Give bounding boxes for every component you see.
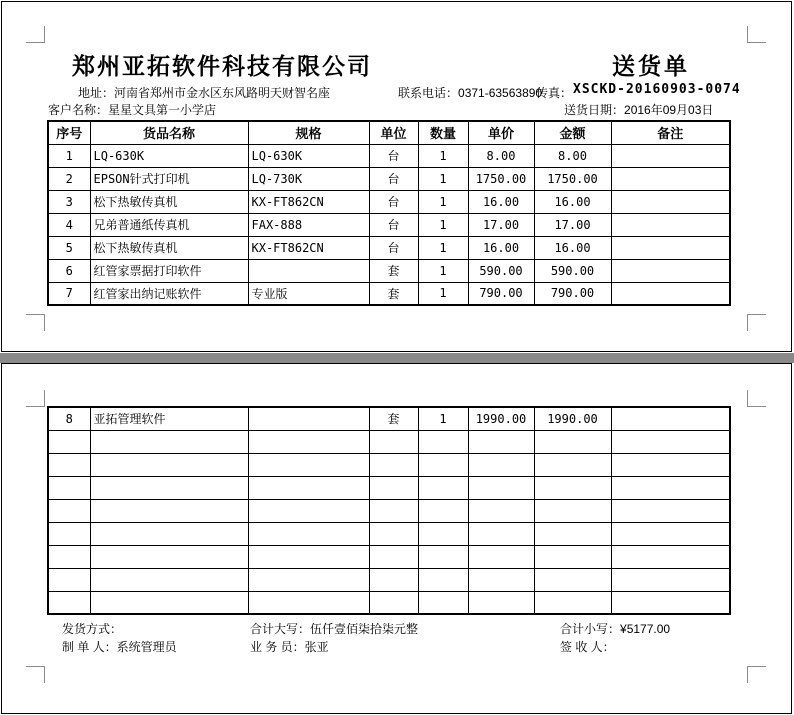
phone-line (398, 84, 542, 101)
item-cell: 亚拓管理软件 (90, 407, 248, 430)
total-in-words-label: 合计大写： (250, 622, 311, 636)
empty-cell (534, 453, 611, 476)
item-cell: 16.00 (534, 236, 611, 259)
empty-cell (534, 568, 611, 591)
empty-cell (611, 476, 730, 499)
receiver-label: 签 收 人： (560, 640, 615, 654)
col-header-index: 序号 (48, 121, 90, 144)
address-label: 地址： (78, 86, 115, 100)
col-header-product: 货品名称 (90, 121, 248, 144)
empty-cell (468, 522, 534, 545)
total-in-words-value: 伍仟壹佰柒拾柒元整 (310, 622, 419, 636)
empty-cell (90, 476, 248, 499)
item-cell: 8.00 (534, 144, 611, 167)
empty-cell (248, 499, 369, 522)
item-cell: 红管家票据打印软件 (90, 259, 248, 282)
item-cell: 6 (48, 259, 90, 282)
item-cell: LQ-630K (90, 144, 248, 167)
item-cell: 16.00 (534, 190, 611, 213)
page-divider (0, 353, 794, 363)
item-cell: 套 (369, 259, 418, 282)
col-header-unit: 单位 (369, 121, 418, 144)
empty-cell (534, 591, 611, 614)
empty-cell (369, 568, 418, 591)
item-cell: 红管家出纳记账软件 (90, 282, 248, 305)
item-cell: 590.00 (468, 259, 534, 282)
item-row (48, 213, 730, 236)
item-cell (611, 213, 730, 236)
empty-cell (468, 591, 534, 614)
item-cell: 590.00 (534, 259, 611, 282)
crop-mark-top-right (747, 390, 766, 407)
total-in-figures-value: ¥5177.00 (620, 622, 671, 636)
item-cell: 1750.00 (468, 167, 534, 190)
empty-cell (418, 522, 468, 545)
item-row (48, 144, 730, 167)
empty-row (48, 545, 730, 568)
item-cell (611, 144, 730, 167)
item-cell: 1 (418, 144, 468, 167)
item-cell: 兄弟普通纸传真机 (90, 213, 248, 236)
item-cell: 台 (369, 167, 418, 190)
item-cell: 1 (418, 259, 468, 282)
item-cell (611, 236, 730, 259)
empty-cell (418, 545, 468, 568)
item-cell: 套 (369, 407, 418, 430)
order-number: XSCKD-20160903-0074 (573, 82, 741, 97)
empty-row (48, 522, 730, 545)
empty-cell (369, 430, 418, 453)
item-cell (611, 259, 730, 282)
item-cell: 台 (369, 213, 418, 236)
crop-mark-bottom-left (26, 666, 45, 683)
page-2 (1, 363, 792, 714)
item-cell: KX-FT862CN (248, 236, 369, 259)
empty-cell (48, 522, 90, 545)
salesman-line (250, 638, 329, 655)
preparer-value: 系统管理员 (116, 640, 177, 654)
empty-cell (90, 568, 248, 591)
empty-cell (48, 591, 90, 614)
col-header-spec: 规格 (248, 121, 369, 144)
empty-cell (534, 522, 611, 545)
item-cell: 1 (48, 144, 90, 167)
empty-cell (468, 453, 534, 476)
empty-cell (418, 430, 468, 453)
total-in-words-line (250, 620, 418, 637)
empty-cell (48, 430, 90, 453)
empty-cell (48, 476, 90, 499)
crop-mark-bottom-right (747, 666, 766, 683)
empty-cell (534, 499, 611, 522)
empty-cell (90, 499, 248, 522)
items-table-page2 (47, 406, 731, 615)
item-cell: 套 (369, 282, 418, 305)
delivery-date-value: 2016年09月03日 (624, 103, 714, 117)
empty-cell (369, 476, 418, 499)
item-cell (611, 407, 730, 430)
empty-cell (248, 568, 369, 591)
crop-mark-bottom-right (747, 314, 766, 331)
item-cell (248, 259, 369, 282)
empty-cell (611, 499, 730, 522)
empty-cell (48, 453, 90, 476)
empty-cell (468, 568, 534, 591)
empty-row (48, 430, 730, 453)
crop-mark-top-left (26, 390, 45, 407)
customer-line (48, 101, 216, 118)
item-cell: 松下热敏传真机 (90, 190, 248, 213)
phone-value: 0371-63563890 (458, 86, 543, 100)
item-row (48, 190, 730, 213)
item-cell: 7 (48, 282, 90, 305)
item-cell: 1 (418, 407, 468, 430)
col-header-price: 单价 (468, 121, 534, 144)
item-cell: 1 (418, 282, 468, 305)
item-cell: 790.00 (468, 282, 534, 305)
item-row (48, 167, 730, 190)
item-cell: 16.00 (468, 236, 534, 259)
item-cell: 16.00 (468, 190, 534, 213)
col-header-qty: 数量 (418, 121, 468, 144)
item-cell: LQ-730K (248, 167, 369, 190)
empty-cell (90, 591, 248, 614)
empty-cell (611, 568, 730, 591)
empty-cell (90, 453, 248, 476)
item-cell: 1990.00 (534, 407, 611, 430)
empty-cell (611, 430, 730, 453)
empty-row (48, 591, 730, 614)
customer-label: 客户名称： (48, 103, 109, 117)
table-header-row (48, 121, 730, 144)
item-cell: 台 (369, 144, 418, 167)
page-1 (1, 1, 792, 352)
item-cell (248, 407, 369, 430)
phone-label: 联系电话： (398, 86, 459, 100)
empty-cell (369, 545, 418, 568)
items-table-page1 (47, 120, 731, 306)
empty-cell (48, 568, 90, 591)
empty-cell (48, 499, 90, 522)
item-cell (611, 167, 730, 190)
empty-cell (611, 522, 730, 545)
delivery-date-line (564, 101, 713, 118)
item-cell: 1 (418, 213, 468, 236)
empty-cell (611, 591, 730, 614)
empty-cell (534, 545, 611, 568)
preparer-line (62, 638, 177, 655)
empty-cell (369, 453, 418, 476)
item-cell (611, 190, 730, 213)
empty-cell (90, 545, 248, 568)
item-cell: 3 (48, 190, 90, 213)
empty-cell (369, 499, 418, 522)
item-cell: 2 (48, 167, 90, 190)
preparer-label: 制 单 人： (62, 640, 117, 654)
empty-cell (248, 591, 369, 614)
empty-cell (369, 522, 418, 545)
item-cell (611, 282, 730, 305)
item-cell: 1990.00 (468, 407, 534, 430)
receiver-line (560, 638, 615, 655)
shipping-method-line (62, 620, 122, 637)
item-row (48, 259, 730, 282)
empty-cell (248, 453, 369, 476)
item-cell: 1 (418, 236, 468, 259)
empty-cell (369, 591, 418, 614)
item-cell: 1750.00 (534, 167, 611, 190)
shipping-method-label: 发货方式： (62, 622, 123, 636)
item-cell: 台 (369, 236, 418, 259)
empty-cell (534, 476, 611, 499)
item-cell: 8 (48, 407, 90, 430)
empty-cell (248, 522, 369, 545)
empty-cell (468, 430, 534, 453)
total-in-figures-line (560, 620, 670, 637)
salesman-label: 业 务 员： (250, 640, 305, 654)
item-cell: 1 (418, 190, 468, 213)
crop-mark-bottom-left (26, 314, 45, 331)
customer-value: 星星文具第一小学店 (108, 103, 217, 117)
empty-cell (611, 545, 730, 568)
empty-cell (418, 476, 468, 499)
item-cell: LQ-630K (248, 144, 369, 167)
item-cell: 5 (48, 236, 90, 259)
crop-mark-top-right (747, 26, 766, 43)
item-cell: EPSON针式打印机 (90, 167, 248, 190)
empty-cell (468, 545, 534, 568)
crop-mark-top-left (26, 26, 45, 43)
fax-label: 传真： (536, 86, 573, 100)
empty-row (48, 476, 730, 499)
salesman-value: 张亚 (304, 640, 329, 654)
item-cell: 专业版 (248, 282, 369, 305)
empty-cell (534, 430, 611, 453)
empty-cell (90, 522, 248, 545)
empty-cell (48, 545, 90, 568)
item-cell: 台 (369, 190, 418, 213)
empty-cell (418, 568, 468, 591)
item-cell: 1 (418, 167, 468, 190)
empty-row (48, 568, 730, 591)
col-header-remarks: 备注 (611, 121, 730, 144)
item-cell: FAX-888 (248, 213, 369, 236)
empty-cell (418, 591, 468, 614)
empty-row (48, 453, 730, 476)
empty-cell (418, 453, 468, 476)
address-line (78, 84, 330, 101)
item-row (48, 282, 730, 305)
address-value: 河南省郑州市金水区东风路明天财智名座 (114, 86, 331, 100)
item-cell: KX-FT862CN (248, 190, 369, 213)
document-title: 送货单 (612, 53, 690, 79)
item-row (48, 236, 730, 259)
item-cell: 4 (48, 213, 90, 236)
col-header-amount: 金额 (534, 121, 611, 144)
empty-cell (418, 499, 468, 522)
total-in-figures-label: 合计小写： (560, 622, 621, 636)
empty-cell (248, 476, 369, 499)
empty-cell (90, 430, 248, 453)
item-cell: 790.00 (534, 282, 611, 305)
empty-cell (468, 476, 534, 499)
empty-cell (468, 499, 534, 522)
item-cell: 松下热敏传真机 (90, 236, 248, 259)
empty-cell (611, 453, 730, 476)
empty-cell (248, 545, 369, 568)
item-cell: 8.00 (468, 144, 534, 167)
delivery-date-label: 送货日期： (564, 103, 625, 117)
item-row (48, 407, 730, 430)
empty-row (48, 499, 730, 522)
empty-cell (248, 430, 369, 453)
company-name: 郑州亚拓软件科技有限公司 (72, 53, 372, 79)
item-cell: 17.00 (468, 213, 534, 236)
item-cell: 17.00 (534, 213, 611, 236)
